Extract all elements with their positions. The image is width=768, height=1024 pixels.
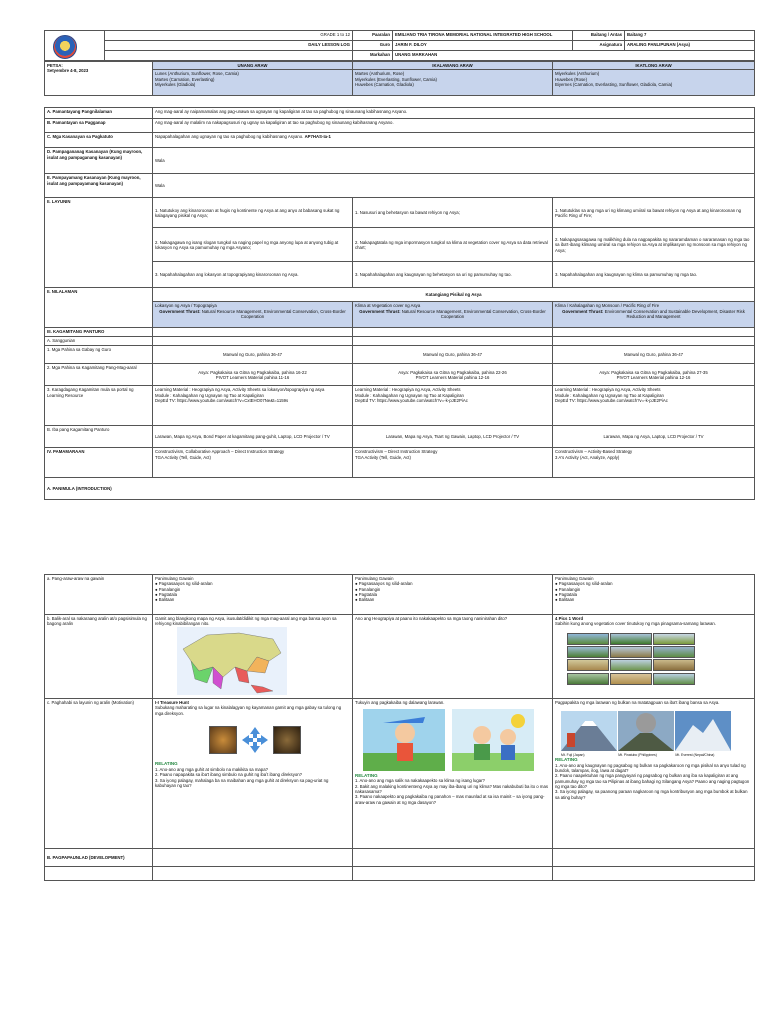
gabay-guro-day2: Manwal ng Guro, pahina 36-47: [353, 346, 553, 364]
layunin-day1-2: 2. Nakagagawa ng isang slogan tungkol sa naging papel ng mga anyong lupa at anyong tubig at lokasyon ng Asya sa pamumuhay ng mga Asyano;: [153, 228, 353, 262]
treasure-images: [209, 726, 350, 755]
layunin-day3-2: 2. Nakapagsasagawa ng malikhing dula na nagpapakita ng nararamdaman o nararanasan ng mga tao sa iba't-ibang klimang umiiral sa mga rehiyon sa Asya at implikasyon ng monsoon sa mga rehiyon ng Asya;: [553, 228, 755, 262]
vegetation-photo-11: [610, 673, 652, 685]
markahan-label: Markahan: [353, 51, 393, 61]
pang-araw-araw-label: a. Pang-araw-araw na gawain: [45, 575, 153, 615]
four-pics-text: Sabihin kung anong vegetation cover tinutukoy ng mga pinagsama-samang larawan.: [555, 621, 716, 627]
bullet-4: Balitaan: [558, 597, 575, 603]
bullet-3: Pagtatala: [558, 592, 577, 598]
iba-kagamitan-day1: Larawan, Mapa ng Asya, Bond Paper at kagamitang pang-guhit, Laptop, LCD Projector / TV: [153, 426, 353, 448]
vegetation-photo-6: [653, 646, 695, 658]
volcano-2-caption: Mt. Pinatubo (Philippines): [618, 752, 657, 757]
nilalaman-day3-topic: Klima / Kahalagahan ng Monsoon / Pacific Ring of Fire: [555, 303, 660, 309]
motivation-day3: [553, 699, 755, 849]
treasure-questions: 1. Ano-ano ang mga guhit at simbolo na makikita sa mapa? 2. Paano napapakita sa iba't ibang simbulo na guhit ng ibaʼt ibang direksyon? 3. Sa iyong palagay, mahalaga ba na maibahan ang mga guhit at direksyon sa pag-uriat ng kabuhayan ng tao?: [155, 767, 329, 789]
nilalaman-day2-topic: Klima at Vegetation cover ng Asya: [355, 303, 421, 309]
pagpapaunlad-label: B. PAGPAPAUNLAD (DEVELOPMENT): [45, 849, 153, 867]
bullet-1: Pagsasaayos ng silid-aralan: [558, 581, 613, 587]
deped-logo-cell: [45, 31, 105, 61]
balik-aral-day3: [553, 615, 755, 699]
layunin-day2-2: 2. Nakapagtatala ng mga impormasyon tungkol sa klima at vegetation cover ng Asya sa data retrieval chart;: [353, 228, 553, 262]
pampayamang-label: E. Pampayamang Kasanayan (Kung mayroon, isulat ang pampayamang kasanayan): [45, 174, 153, 198]
relating-label-2: RELATING: [355, 772, 378, 778]
layunin-label: II. LAYUNIN: [45, 198, 153, 288]
panimula-heading: A. PANIMULA (INTRODUCTION): [45, 478, 755, 500]
dll-title: DAILY LESSON LOG: [105, 41, 353, 51]
volcano-images: [561, 711, 752, 757]
learning-resource-day2: Learning Material : Heograpiya ng Asya, Activity Sheets Module : Kahalagahan ng Ugnayan ng Tao at Kapaligiran DepEd TV: https://www.youtube.com/watch?v=-k-pJE2PiAc: [353, 386, 553, 426]
gawain-day2: Panimulang Gawain ● Pagsasaayos ng silid-aralan ● Panalangin ● Pagtatala ● Balitaan: [353, 575, 553, 615]
kasanayan-label: C. Mga Kasanayan sa Pagkatuto: [45, 133, 153, 148]
iba-kagamitan-day2: Larawan, Mapa ng Asya, Tsart ng Gawain, Laptop, LCD Projector / TV: [353, 426, 553, 448]
comparison-images: [363, 709, 550, 772]
volcano-1: [561, 711, 617, 757]
learning-resource-day1: Learning Material : Heograpiya ng Asya, Activity Sheets sa lokasyon/topograpiya ng asya Module : Kahalagahan ng Ugnayan ng Tao at Kapaligiran DepEd TV: https://www.youtube.com/watch?v=CxtEHO07Ne&t=1159s: [153, 386, 353, 426]
vegetation-photo-1: [567, 633, 609, 645]
pamantayang-text: Ang mag-aaral ay naipamamalas ang pag-unawa sa ugnayan ng kapaligiran at tao sa paghubog ng sinaunang kabihasnang Asyano.: [153, 108, 755, 119]
day-2-schedule: Martes (Anthurium, Rose) Miyerkules (Everlasting, Sunflower, Camia) Huwebes (Carnation, Gladiola): [353, 70, 553, 96]
motivation-label: c. Paghahabi sa layunin ng aralin (Motivation): [45, 699, 153, 849]
day-3-schedule: Miyerkules (Anthurium) Huwebes (Rose) Biyernes (Carnation, Everlasting, Sunflower, Gladiola, Camia): [553, 70, 755, 96]
volcano-3-caption: Mt. Everest (Nepal/China): [675, 752, 715, 757]
kagamitang-mag-aaral-label: 2. Mga Pahina sa Kagamitang Pang-Mag-aaral: [45, 364, 153, 386]
compass-arrows-icon: [241, 726, 269, 754]
day-2-header: IKALAWANG ARAW: [353, 62, 553, 70]
vegetation-photo-2: [610, 633, 652, 645]
asignatura-value: ARALING PANLIPUNAN (Asya): [625, 41, 755, 51]
pamamaraan-day2: Constructivism – Direct Instruction Strategy TGA Activity (Tell, Guide, Act): [353, 448, 553, 478]
motivation-day3-text: Pagpapakita ng mga larawan ng bulkan na matatagpuan sa iba't ibang bansa sa Asya.: [555, 700, 720, 705]
pagganap-label: B. Pamantayan sa Pagganap: [45, 119, 153, 133]
volcano-everest-photo: [675, 711, 731, 751]
cartoon-rainy-image: [363, 709, 445, 771]
panimulang-gawain-2: Panimulang Gawain: [355, 576, 394, 581]
petsa-cell: [45, 62, 153, 96]
pampaganang-label: D. Pampagananag Kasanayan (Kung mayroon, isulat ang pampaganang kasanayan): [45, 148, 153, 174]
bullet-2: Panalangin: [158, 586, 181, 592]
teacher-name: JARIN F. DILOY: [393, 41, 573, 51]
treasure-hunt-title: I-I Treasure Hunt: [155, 700, 189, 705]
asia-map-image: [177, 627, 287, 695]
header-table: [44, 30, 755, 61]
layunin-day1-3: 3. Napahahalagahan ang lokasyon at topograpiyang kinaroroonan ng Asya.: [153, 262, 353, 288]
balik-aral-day1: [153, 615, 353, 699]
volcano-3: [675, 711, 731, 757]
thrust-label-1: Government Thrust:: [159, 308, 201, 314]
volcano-2: [618, 711, 674, 757]
paaralan-label: Paaralan: [353, 31, 393, 41]
motivation-day2-text: Tukuyin ang pagkakaiba ng dalawang larawan.: [355, 700, 445, 705]
layunin-day3-1: 1. Natutuklas sa ang mga uri ng klimang umiiral sa bawat rehiyon ng Asya at ang kinaroroonan ng Pacific Ring of Fire;: [553, 198, 755, 228]
vegetation-photo-10: [567, 673, 609, 685]
layunin-day2-1: 1. Nasusuri ang behetasyon sa bawat rehiyon ng Asya;: [353, 198, 553, 228]
iba-kagamitan-label: B. Iba pang Kagamitang Panturo: [45, 426, 153, 448]
nilalaman-day2: [353, 302, 553, 328]
mag-aaral-day3: Asya: Pagkakaisa sa Gitna ng Pagkakaiba, pahina 27-35 PIVOT Learners Material pahina 12-16: [553, 364, 755, 386]
pagganap-text: Ang mag-aaral ay malalim na nakapagsusuri ng ugnay sa kapaligiran at tao sa paghubog ng sinaunang kabihasnang Asyano.: [153, 119, 755, 133]
volcano-fuji-photo: [561, 711, 617, 751]
vegetation-photo-12: [653, 673, 695, 685]
day-1-header: UNANG ARAW: [153, 62, 353, 70]
layunin-day1-1: 1. Natutukoy ang kinaroroonan at hugis ng kontinente ng Asya at ang anyo at babasang sukat ng kalagayang pisikal ng Asya;: [153, 198, 353, 228]
gabay-guro-day1: Manwal ng Guro, pahina 36-47: [153, 346, 353, 364]
thrust-day3: Environmental Conservation and Sustainable Development, Disaster Risk Reduction and Management: [604, 308, 745, 320]
relating-label-3: RELATING: [555, 756, 578, 762]
learning-resource-day3: Learning Material : Heograpiya ng Asya, Activity Sheets Module : Kahalagahan ng Ugnayan ng Tao at Kapaligiran DepEd TV: https://www.youtube.com/watch?v=-k-pJE2PiAc: [553, 386, 755, 426]
layunin-day3-3: 3. Napahahalagahan ang kaugnayan ng klima sa pamumuhay ng mga tao.: [553, 262, 755, 288]
nilalaman-day1-topic: Lokasyon ng Asya / Topograpiya: [155, 303, 217, 309]
pamamaraan-day3: Constructivism – Activity-Based Strategy 3 A's Activity (Act, Analyze, Apply): [553, 448, 755, 478]
four-pics-title: 4 Pics 1 Word: [555, 616, 584, 621]
vegetation-photo-8: [610, 659, 652, 671]
deped-seal-icon: [53, 35, 77, 59]
nilalaman-day3: [553, 302, 755, 328]
vegetation-photo-4: [567, 646, 609, 658]
mag-aaral-day2: Asya: Pagkakaisa sa Gitna ng Pagkakaiba, pahina 22-26 PIVOT Learners Material pahina 12-16: [353, 364, 553, 386]
day-3-header: IKATLONG ARAW: [553, 62, 755, 70]
bullet-2: Panalangin: [358, 586, 381, 592]
climate-questions: 1. Ano-ano ang mga salik na nakakaapekto sa klima ng isang lugar? 2. Bakit ang malaking kontinenteng Asya ay may iba-ibang uri ng klima? Mas nakabubuti ba ito o mas nakasasama? 3. Paano nakaapekto ang pagkakaiba ng panahon – mas maunlad at sa isa mainit – sa iyong pang-araw-araw na gawain at ng mga dasayon?: [355, 778, 548, 805]
layunin-day2-3: 3. Napahahalagahan ang kaugnayan ng behetasyon sa uri ng pamumuhay ng tao.: [353, 262, 553, 288]
balik-aral-day1-text: Gamit ang blangkong mapa ng Asya, isusulat/didikit ng mga mag-aaral ang mga bansa ayon sa rehiyong kinabibilangan nito.: [155, 616, 337, 627]
gawain-day1: Panimulang Gawain ● Pagsasaayos ng silid-aralan ● Panalangin ● Pagtatala ● Balitaan: [153, 575, 353, 615]
pampayamang-text: Wala: [153, 174, 755, 198]
kasanayan-code: AP7HAS-Ia-1: [304, 134, 331, 140]
volcano-pinatubo-photo: [618, 711, 674, 751]
pampaganang-text: Wala: [153, 148, 755, 174]
school-name: EMILIANO TRIA TIRONA MEMORIAL NATIONAL INTEGRATED HIGH SCHOOL: [393, 31, 573, 41]
vegetation-photo-3: [653, 633, 695, 645]
day-1-schedule: Lunes (Anthurium, Sunflower, Rose, Camia) Martes (Carnation, Everlasting) Miyerkules (Gladiola): [153, 70, 353, 96]
vegetation-photo-7: [567, 659, 609, 671]
dll-page-2: [44, 574, 754, 881]
asignatura-label: Asignatura: [573, 41, 625, 51]
thrust-day2: Natural Resource Management, Environmental Conservation, Cross-Border Cooperation: [401, 308, 546, 320]
bullet-1: Pagsasaayos ng silid-aralan: [158, 581, 213, 587]
relating-label-1: RELATING: [155, 761, 178, 767]
bullet-4: Balitaan: [158, 597, 175, 603]
vegetation-photo-5: [610, 646, 652, 658]
pamamaraan-day1: Constructivism, Collaborative Approach – Direct Instruction Strategy TGA Activity (Tell, Guide, Act): [153, 448, 353, 478]
kasanayan-text: [153, 133, 755, 148]
pamamaraan-label: IV. PAMAMARAAN: [45, 448, 153, 478]
dll-page-1: [44, 30, 754, 500]
vegetation-photo-grid: [567, 633, 735, 686]
motivation-day1: [153, 699, 353, 849]
balik-aral-label: b. Balik-aral sa nakaraang aralin at/o pagsisimula ng bagong aralin: [45, 615, 153, 699]
gabay-guro-label: 1. Mga Pahina sa Gabay ng Guro: [45, 346, 153, 364]
iba-kagamitan-day3: Larawan, Mapa ng Asya, Laptop, LCD Projector / TV: [553, 426, 755, 448]
sanggunian-label: A. Sanggunian: [45, 337, 153, 346]
panimulang-gawain-3: Panimulang Gawain: [555, 576, 594, 581]
pamantayang-label: A. Pamantayang Pangnilalaman: [45, 108, 153, 119]
vegetation-photo-9: [653, 659, 695, 671]
treasure-hunt-text: Subukang maharating sa lugar na kinalalagyan ng kayamanan gamit ang mga gabay sa tulong ng mga direksyon.: [155, 705, 342, 716]
gold-coins-photo: [273, 726, 301, 754]
bullet-1: Pagsasaayos ng silid-aralan: [358, 581, 413, 587]
bullet-4: Balitaan: [358, 597, 375, 603]
motivation-day2: [353, 699, 553, 849]
bullet-3: Pagtatala: [158, 592, 177, 598]
bullet-3: Pagtatala: [358, 592, 377, 598]
volcano-1-caption: Mt. Fuji (Japan): [561, 752, 585, 757]
gabay-guro-day3: Manwal ng Guro, pahina 36-47: [553, 346, 755, 364]
grade-label: GRADE 1 to 12: [105, 31, 353, 41]
petsa-label: PETSA:: [47, 63, 63, 68]
nilalaman-title: Katangiang Pisikal ng Asya: [153, 288, 755, 302]
thrust-day1: Natural Resource Management, Environmental Conservation, Cross-Border Cooperation: [201, 308, 346, 320]
cartoon-sunny-image: [452, 709, 534, 771]
markahan-value: UNANG MARKAHAN: [393, 51, 755, 61]
panimulang-gawain-1: Panimulang Gawain: [155, 576, 194, 581]
nilalaman-label: II. NILALAMAN: [45, 288, 153, 328]
gawain-day3: Panimulang Gawain ● Pagsasaayos ng silid-aralan ● Panalangin ● Pagtatala ● Balitaan: [553, 575, 755, 615]
thrust-label-3: Government Thrust:: [562, 308, 604, 314]
thrust-label-2: Government Thrust:: [359, 308, 401, 314]
bullet-2: Panalangin: [558, 586, 581, 592]
learning-resource-label: 3. Karagdagang Kagamitan mula sa portal ng Learning Resource: [45, 386, 153, 426]
pamamaraan-table: [44, 574, 755, 881]
mag-aaral-day1: Asya: Pagkakaisa sa Gitna ng Pagkakaiba, pahina 16-22 PIVOT Learners Material pahina 11-16: [153, 364, 353, 386]
baitang-value: Baitang 7: [625, 31, 755, 41]
kagamitan-label: III. KAGAMITANG PANTURO: [45, 328, 153, 337]
dll-main-table: [44, 61, 755, 500]
petsa-value: Setyembre 4-8, 2023: [47, 68, 89, 74]
nilalaman-day1: [153, 302, 353, 328]
treasure-chest-photo: [209, 726, 237, 754]
baitang-label: Baitang / Antas: [573, 31, 625, 41]
volcano-questions: 1. Ano-ano ang kaugnayan ng pagsabog ng bulkan sa pagkakaroon ng mga pisikal na anyo tulad ng bundok, talampas, ilog, lawa at dagat? 2. Paano naapektuhan ng mga pangyayari ng pagsabog ng bulkan ang iba sa kapaligiran at ang pamumuhay ng mga tao sa Pilipinas at ibang bahagi ng Silangang Asya? Paano ang naging pagtugon ng mga tao dito? 3. Sa iyong palagay, sa paanong paraan nagkaroon ng mga kontribusyon ang mga bumbok at bulkan sa ating buhay?: [555, 762, 750, 800]
guro-label: Guro: [353, 41, 393, 51]
balik-aral-day2: Ano ang Heograpiya at paano ito nakakaapekto sa mga taong naninirahan dito?: [353, 615, 553, 699]
kasanayan-desc: Napapahalagahan ang ugnayan ng tao sa paghubog ng kabihasnang Asyano.: [155, 134, 304, 140]
